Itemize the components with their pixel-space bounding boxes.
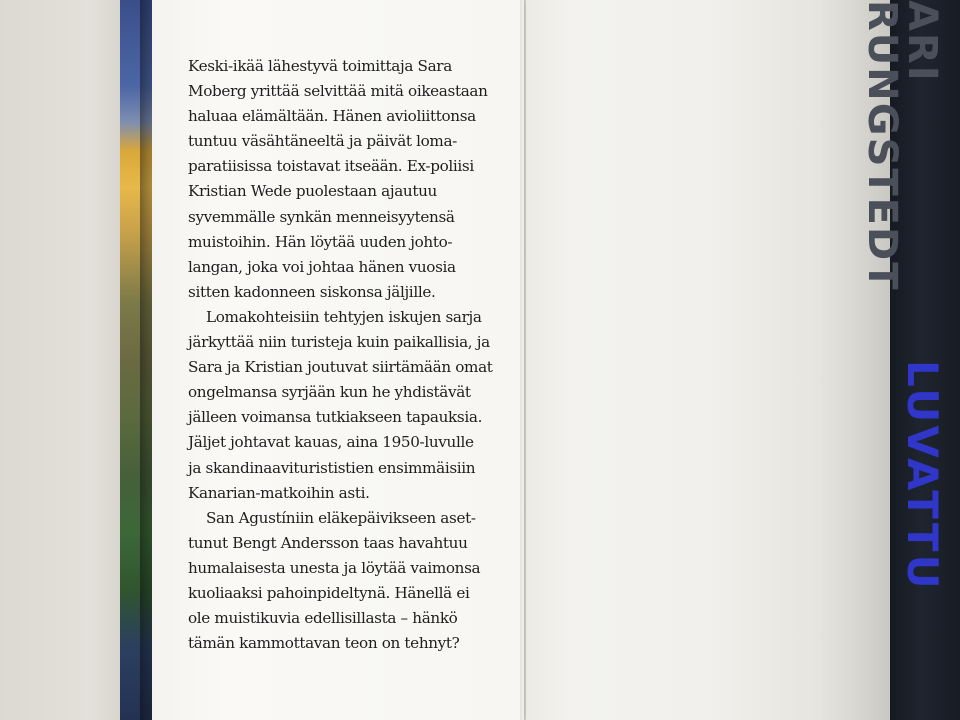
blurb-line: järkyttää niin turisteja kuin paikallisia, ja xyxy=(188,333,490,352)
blurb-line: Lomakohteisiin tehtyjen iskujen sarja xyxy=(206,307,482,326)
blurb-line: Kanarian-matkoihin asti. xyxy=(188,483,370,502)
blurb-paragraph-2 xyxy=(188,305,508,506)
blurb-line: kuoliaaksi pahoinpideltynä. Hänellä ei xyxy=(188,583,470,602)
spine-title-text: LUVATTU xyxy=(898,360,947,592)
spine-author-text: ARI RUNGSTEDT xyxy=(859,0,945,292)
inner-page xyxy=(526,0,826,720)
blurb-line: paratiisissa toistavat itseään. Ex-poliisi xyxy=(188,157,474,176)
blurb-line: jälleen voimansa tutkiakseen tapauksia. xyxy=(188,408,483,427)
blurb-line: Moberg yrittää selvittää mitä oikeastaan xyxy=(188,82,488,101)
blurb-line: syvemmälle synkän menneisyytensä xyxy=(188,207,455,226)
blurb-line: ja skandinaaviturististien ensimmäisiin xyxy=(188,458,476,477)
blurb-line: sitten kadonneen siskonsa jäljille. xyxy=(188,282,436,301)
blurb-line: langan, joka voi johtaa hänen vuosia xyxy=(188,257,456,276)
blurb-line: Kristian Wede puolestaan ajautuu xyxy=(188,182,437,201)
blurb-line: muistoihin. Hän löytää uuden johto- xyxy=(188,232,453,251)
blurb-paragraph-3 xyxy=(188,506,508,657)
blurb-line: Keski-ikää lähestyvä toimittaja Sara xyxy=(188,57,452,75)
blurb-paragraph-1 xyxy=(188,54,508,305)
book-blurb xyxy=(188,54,508,656)
blurb-line: San Agustíniin eläkepäivikseen aset- xyxy=(206,508,476,527)
blurb-line: tuntuu väsähtäneeltä ja päivät loma- xyxy=(188,132,457,151)
blurb-line: humalaisesta unesta ja löytää vaimonsa xyxy=(188,558,481,577)
blurb-line: tämän kammottavan teon on tehnyt? xyxy=(188,634,460,653)
blurb-line: ole muistikuvia edellisillasta – hänkö xyxy=(188,609,458,628)
blurb-line: haluaa elämältään. Hänen avioliittonsa xyxy=(188,107,476,126)
blurb-line: ongelmansa syrjään kun he yhdistävät xyxy=(188,383,471,402)
blurb-line: Sara ja Kristian joutuvat siirtämään omat xyxy=(188,358,493,377)
blurb-line: Jäljet johtavat kauas, aina 1950-luvulle xyxy=(188,433,474,452)
blurb-line: tunut Bengt Andersson taas havahtuu xyxy=(188,533,468,552)
